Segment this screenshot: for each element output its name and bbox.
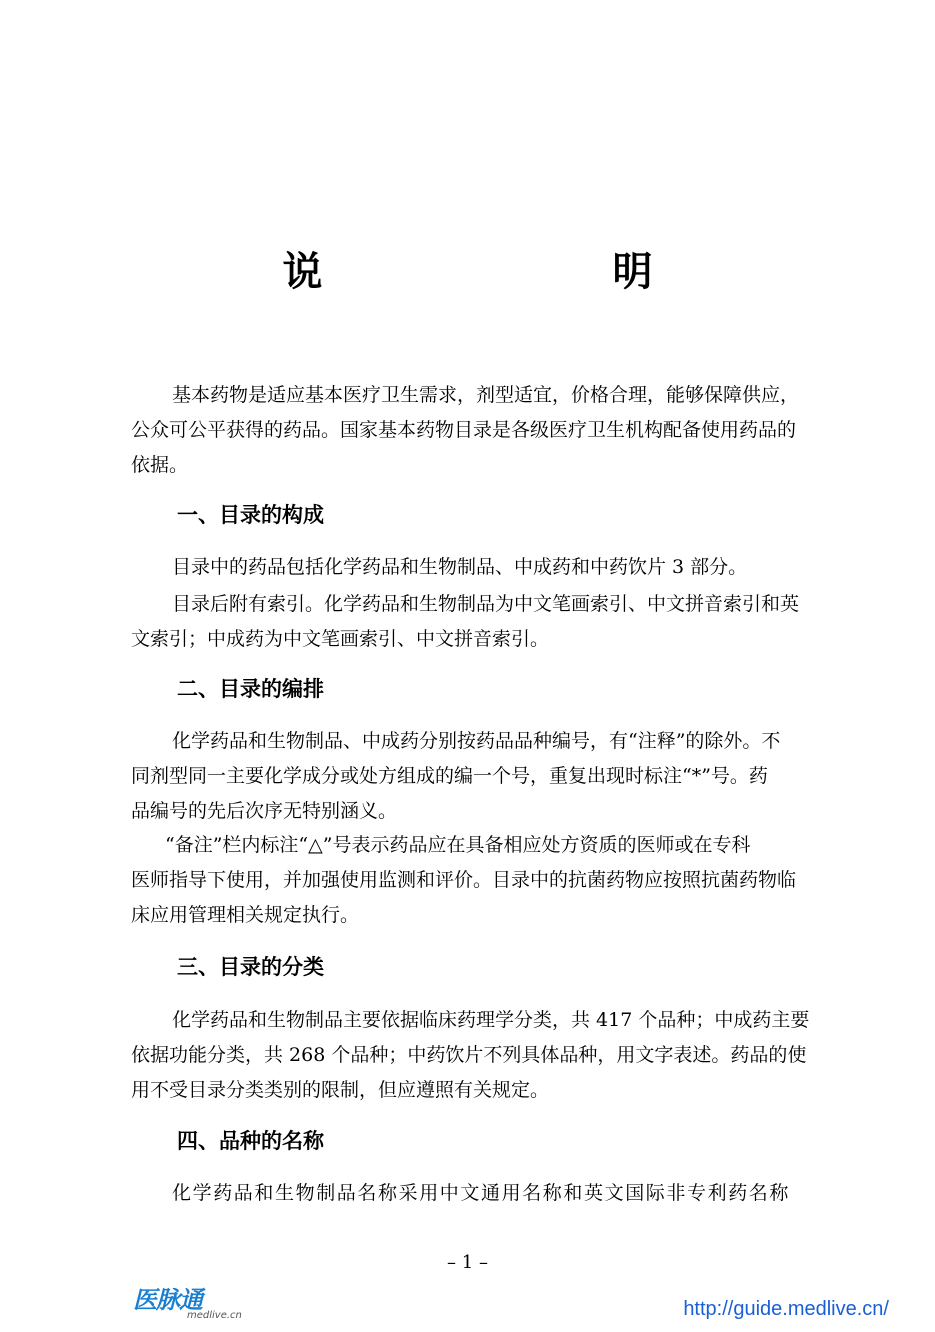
- text-line: 依据。: [131, 454, 189, 476]
- footer-url-link[interactable]: http://guide.medlive.cn/: [683, 1298, 889, 1320]
- text-line: 目录中的药品包括化学药品和生物制品、中成药和中药饮片 3 部分。: [172, 556, 748, 578]
- text-line: 化学药品和生物制品主要依据临床药理学分类，共 417 个品种；中成药主要: [172, 1009, 810, 1031]
- medlive-logo: [133, 1280, 242, 1324]
- section1-paragraph-1: [131, 550, 857, 585]
- text-line: “备注”栏内标注“△”号表示药品应在具备相应处方资质的医师或在专科: [165, 834, 751, 856]
- page-number: – 1 –: [447, 1252, 488, 1273]
- section1-paragraph-2: [131, 587, 857, 657]
- section4-paragraph-1: [131, 1176, 857, 1211]
- text-line: 公众可公平获得的药品。国家基本药物目录是各级医疗卫生机构配备使用药品的: [131, 419, 797, 441]
- text-line: 基本药物是适应基本医疗卫生需求，剂型适宜，价格合理，能够保障供应，: [172, 384, 800, 406]
- text-line: 目录后附有索引。化学药品和生物制品为中文笔画索引、中文拼音索引和英: [172, 593, 800, 615]
- text-line: 化学药品和生物制品名称采用中文通用名称和英文国际非专利药名称: [172, 1182, 791, 1204]
- section2-paragraph-2: [131, 828, 857, 933]
- text-line: 化学药品和生物制品、中成药分别按药品品种编号，有“注释”的除外。不: [172, 730, 781, 752]
- text-line: 医师指导下使用，并加强使用监测和评价。目录中的抗菌药物应按照抗菌药物临: [131, 869, 797, 891]
- text-line: 文索引；中成药为中文笔画索引、中文拼音索引。: [131, 628, 550, 650]
- intro-paragraph: [131, 378, 857, 483]
- section-heading-classification: 三、目录的分类: [177, 955, 324, 979]
- text-line: 同剂型同一主要化学成分或处方组成的编一个号，重复出现时标注“*”号。药: [131, 765, 768, 787]
- text-line: 依据功能分类，共 268 个品种；中药饮片不列具体品种，用文字表述。药品的使: [131, 1044, 807, 1066]
- logo-text: 医脉通: [133, 1286, 202, 1314]
- section-heading-names: 四、品种的名称: [177, 1129, 324, 1153]
- logo-subtext: medlive.cn: [187, 1310, 242, 1321]
- page-title: 说 明: [282, 248, 723, 295]
- text-line: 用不受目录分类类别的限制，但应遵照有关规定。: [131, 1079, 550, 1101]
- section3-paragraph-1: [131, 1003, 857, 1108]
- text-line: 床应用管理相关规定执行。: [131, 904, 360, 926]
- section2-paragraph-1: [131, 724, 857, 829]
- text-line: 品编号的先后次序无特别涵义。: [131, 800, 398, 822]
- section-heading-arrangement: 二、目录的编排: [177, 677, 324, 701]
- section-heading-composition: 一、目录的构成: [177, 503, 324, 527]
